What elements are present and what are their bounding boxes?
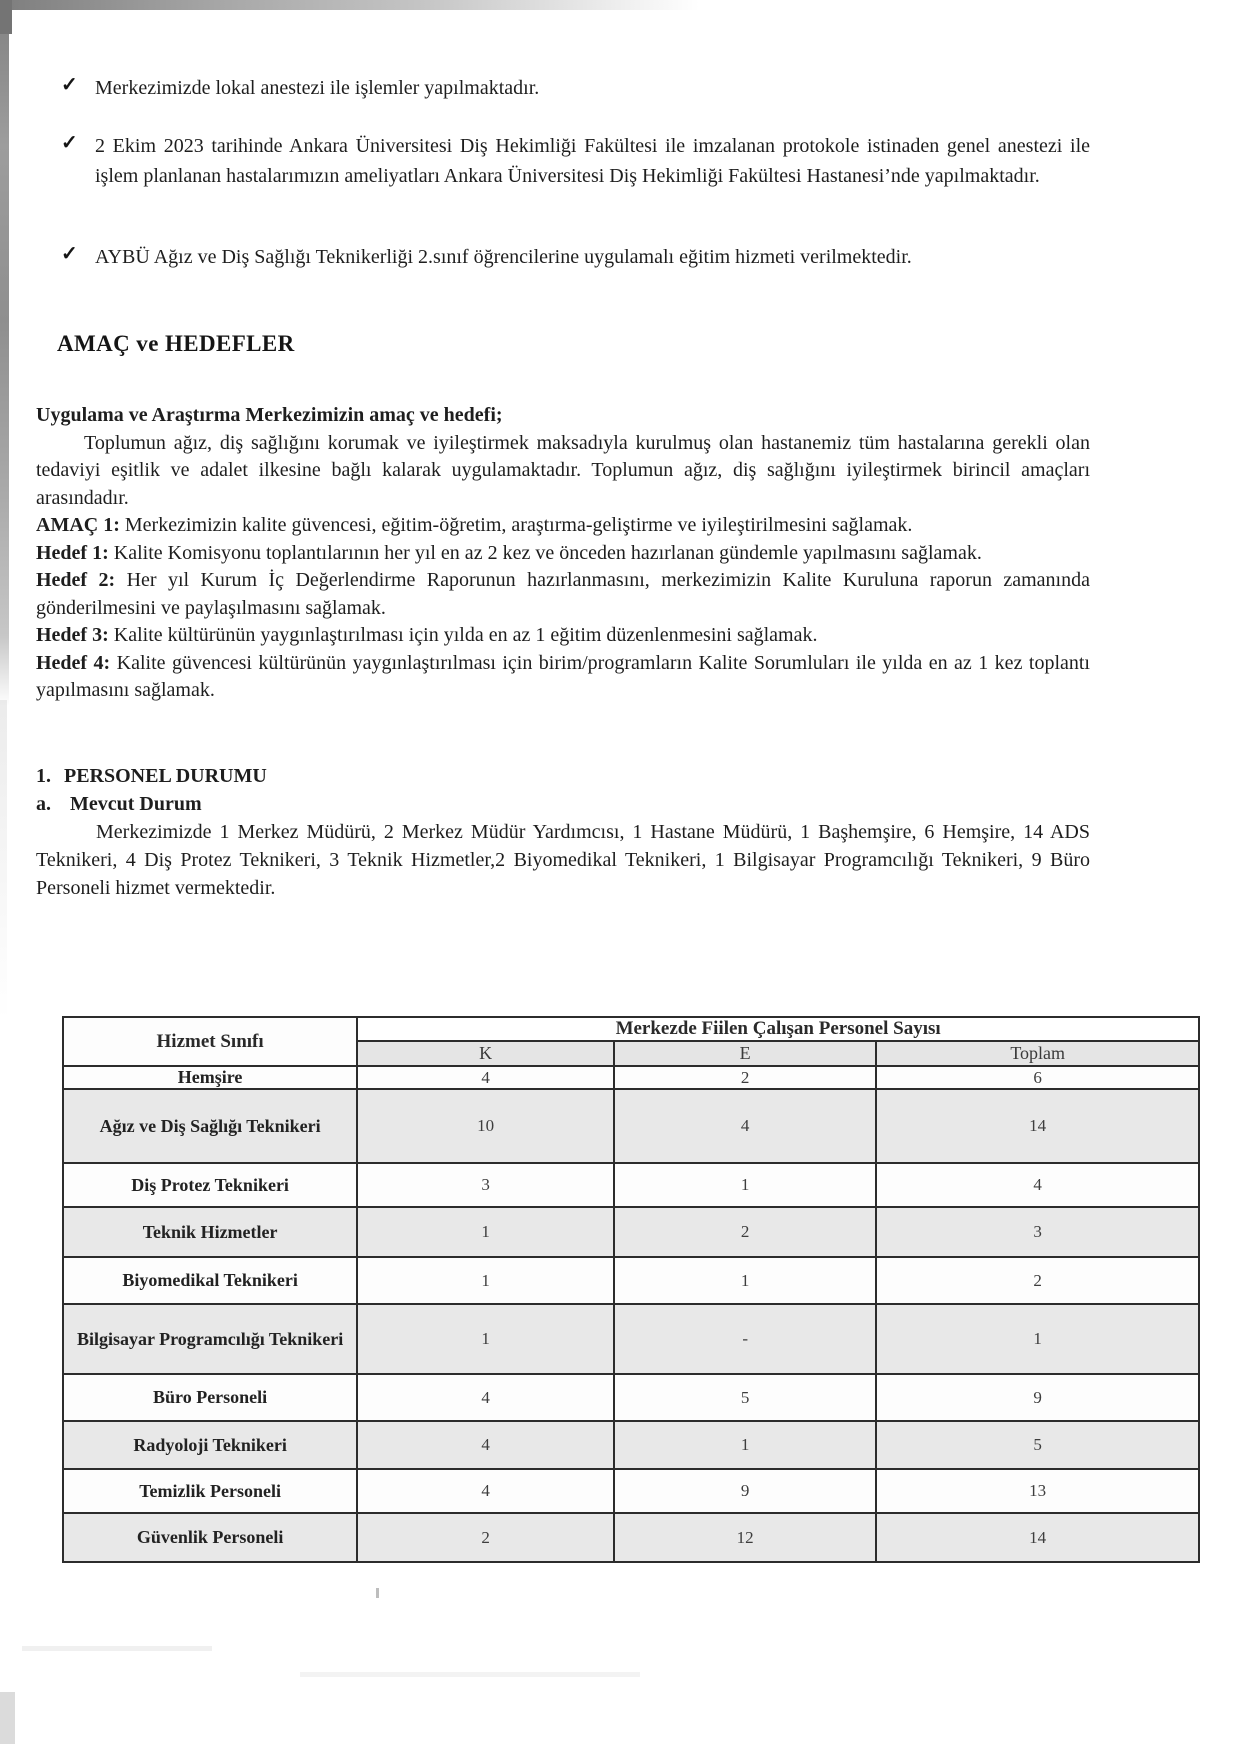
row-k-value: 1: [357, 1207, 614, 1257]
goal-text: Kalite kültürünün yaygınlaştırılması için yılda en az 1 eğitim düzenlenmesini sağlamak.: [113, 624, 818, 646]
checkmark-icon: ✓: [61, 74, 78, 96]
table-header-e: E: [614, 1041, 876, 1066]
goal-label: Hedef 1:: [36, 541, 109, 564]
row-e-value: 2: [614, 1066, 876, 1089]
goal-label: Hedef 4:: [36, 651, 111, 674]
row-label: Hemşire: [63, 1066, 357, 1089]
goal-label: Hedef 3:: [36, 624, 109, 646]
row-label: Diş Protez Teknikeri: [63, 1163, 357, 1207]
table-group-header: Merkezde Fiilen Çalışan Personel Sayısı: [357, 1017, 1199, 1041]
subsection-title: Mevcut Durum: [70, 793, 202, 815]
scan-artifact-corner: [0, 0, 12, 34]
goal-text: Her yıl Kurum İç Değerlendirme Raporunun hazırlanmasını, merkezimizin Kalite Kuruluna raporun zamanında gönderilmesini ve paylaşılmasını sağlamak.: [36, 569, 1090, 619]
row-total-value: 3: [876, 1207, 1199, 1257]
row-total-value: 9: [876, 1374, 1199, 1421]
goal-text: Merkezimizin kalite güvencesi, eğitim-öğretim, araştırma-geliştirme ve iyileştirilmesini sağlamak.: [124, 514, 913, 536]
purpose-title: Uygulama ve Araştırma Merkezimizin amaç ve hedefi;: [36, 404, 503, 426]
row-total-value: 4: [876, 1163, 1199, 1207]
row-e-value: 1: [614, 1163, 876, 1207]
table-row: [63, 1257, 1199, 1304]
row-e-value: 12: [614, 1513, 876, 1562]
subsection-number: a.: [36, 793, 51, 815]
purpose-paragraph: Toplumun ağız, diş sağlığını korumak ve iyileştirmek maksadıyla kurulmuş olan hastanemiz tüm hastalarına gerekli olan tedaviyi eşitlik ve adalet ilkesine bağlı kalarak uygulamaktadır. Toplumun ağız, diş sağlığını iyileştirmek birincil amaçları arasındadır.: [36, 431, 1090, 509]
goal-hedef-4: [36, 650, 1090, 705]
scan-artifact-speck: [376, 1588, 379, 1598]
scan-artifact-left-strip: [0, 6, 9, 706]
goal-label: Hedef 2:: [36, 569, 116, 591]
row-k-value: 3: [357, 1163, 614, 1207]
scan-artifact-top-band: [0, 0, 760, 10]
row-label: Biyomedikal Teknikeri: [63, 1257, 357, 1304]
row-label: Teknik Hizmetler: [63, 1207, 357, 1257]
goal-text: Kalite güvencesi kültürünün yaygınlaştırılması için birim/programların Kalite Sorumluları ile yılda en az 1 kez toplantı yapılmasını sağlamak.: [36, 651, 1090, 701]
goal-hedef-1: [36, 540, 1090, 568]
row-k-value: 4: [357, 1421, 614, 1469]
staff-count-table: [62, 1016, 1200, 1563]
row-e-value: 1: [614, 1257, 876, 1304]
goal-hedef-3: [36, 622, 1090, 650]
check-item-text: AYBÜ Ağız ve Diş Sağlığı Teknikerliği 2.sınıf öğrencilerine uygulamalı eğitim hizmeti verilmektedir.: [95, 246, 912, 268]
personnel-subsection-heading: [36, 790, 1090, 818]
table-row: [63, 1304, 1199, 1374]
row-total-value: 6: [876, 1066, 1199, 1089]
table-row: [63, 1469, 1199, 1513]
row-k-value: 10: [357, 1089, 614, 1163]
row-k-value: 2: [357, 1513, 614, 1562]
row-total-value: 14: [876, 1089, 1199, 1163]
row-total-value: 13: [876, 1469, 1199, 1513]
table-row: [63, 1066, 1199, 1089]
row-total-value: 1: [876, 1304, 1199, 1374]
goal-label: AMAÇ 1:: [36, 514, 120, 536]
row-k-value: 4: [357, 1469, 614, 1513]
row-total-value: 5: [876, 1421, 1199, 1469]
section-title: PERSONEL DURUMU: [64, 765, 267, 787]
table-row: [63, 1207, 1199, 1257]
row-label: Temizlik Personeli: [63, 1469, 357, 1513]
goal-hedef-2: [36, 567, 1090, 622]
row-label: Radyoloji Teknikeri: [63, 1421, 357, 1469]
table-row: [63, 1374, 1199, 1421]
scan-artifact-left-strip-faint: [0, 700, 7, 1020]
row-total-value: 2: [876, 1257, 1199, 1304]
row-label: Ağız ve Diş Sağlığı Teknikeri: [63, 1089, 357, 1163]
scan-artifact-smudge: [22, 1646, 212, 1651]
row-e-value: 9: [614, 1469, 876, 1513]
row-e-value: 2: [614, 1207, 876, 1257]
row-total-value: 14: [876, 1513, 1199, 1562]
table-row: [63, 1421, 1199, 1469]
row-k-value: 4: [357, 1066, 614, 1089]
scan-artifact-bottom-blob: [0, 1692, 15, 1744]
row-label: Güvenlik Personeli: [63, 1513, 357, 1562]
check-item: [61, 132, 1090, 191]
section-number: 1.: [36, 765, 51, 787]
goal-amac-1: [36, 512, 1090, 540]
personnel-section: [36, 762, 1090, 902]
checkmark-icon: ✓: [61, 132, 78, 154]
row-k-value: 4: [357, 1374, 614, 1421]
table-row: [63, 1513, 1199, 1562]
goal-text: Kalite Komisyonu toplantılarının her yıl en az 2 kez ve önceden hazırlanan gündemle yapılmasını sağlamak.: [113, 541, 982, 564]
check-item-text: 2 Ekim 2023 tarihinde Ankara Üniversitesi Diş Hekimliği Fakültesi ile imzalanan protokole istinaden genel anestezi ile işlem planlanan hastalarımızın ameliyatları Ankara Üniversitesi Diş Hekimliği Fakültesi Hastanesi’nde yapılmaktadır.: [95, 135, 1090, 187]
table-header-k: K: [357, 1041, 614, 1066]
row-label: Bilgisayar Programcılığı Teknikeri: [63, 1304, 357, 1374]
check-item-text: Merkezimizde lokal anestezi ile işlemler yapılmaktadır.: [95, 77, 540, 99]
row-e-value: 1: [614, 1421, 876, 1469]
table-header-toplam: Toplam: [876, 1041, 1199, 1066]
row-e-value: -: [614, 1304, 876, 1374]
scan-artifact-smudge: [300, 1672, 640, 1677]
personnel-section-heading: [36, 762, 1090, 790]
row-label: Büro Personeli: [63, 1374, 357, 1421]
row-e-value: 4: [614, 1089, 876, 1163]
row-k-value: 1: [357, 1304, 614, 1374]
row-k-value: 1: [357, 1257, 614, 1304]
check-item: [61, 74, 1090, 104]
row-e-value: 5: [614, 1374, 876, 1421]
check-item: [61, 243, 1090, 273]
section-heading-amac-ve-hedefler: AMAÇ ve HEDEFLER: [57, 331, 295, 356]
table-row: [63, 1089, 1199, 1163]
table-row: [63, 1163, 1199, 1207]
table-header-hizmet-sinifi: Hizmet Sınıfı: [63, 1017, 357, 1066]
checkmark-icon: ✓: [61, 243, 78, 265]
aims-section: [36, 402, 1090, 705]
personnel-paragraph: Merkezimizde 1 Merkez Müdürü, 2 Merkez Müdür Yardımcısı, 1 Hastane Müdürü, 1 Başhemşire, 6 Hemşire, 14 ADS Teknikeri, 4 Diş Protez Teknikeri, 3 Teknik Hizmetler,2 Biyomedikal Teknikeri, 1 Bilgisayar Programcılığı Teknikeri, 9 Büro Personeli hizmet vermektedir.: [36, 821, 1090, 899]
